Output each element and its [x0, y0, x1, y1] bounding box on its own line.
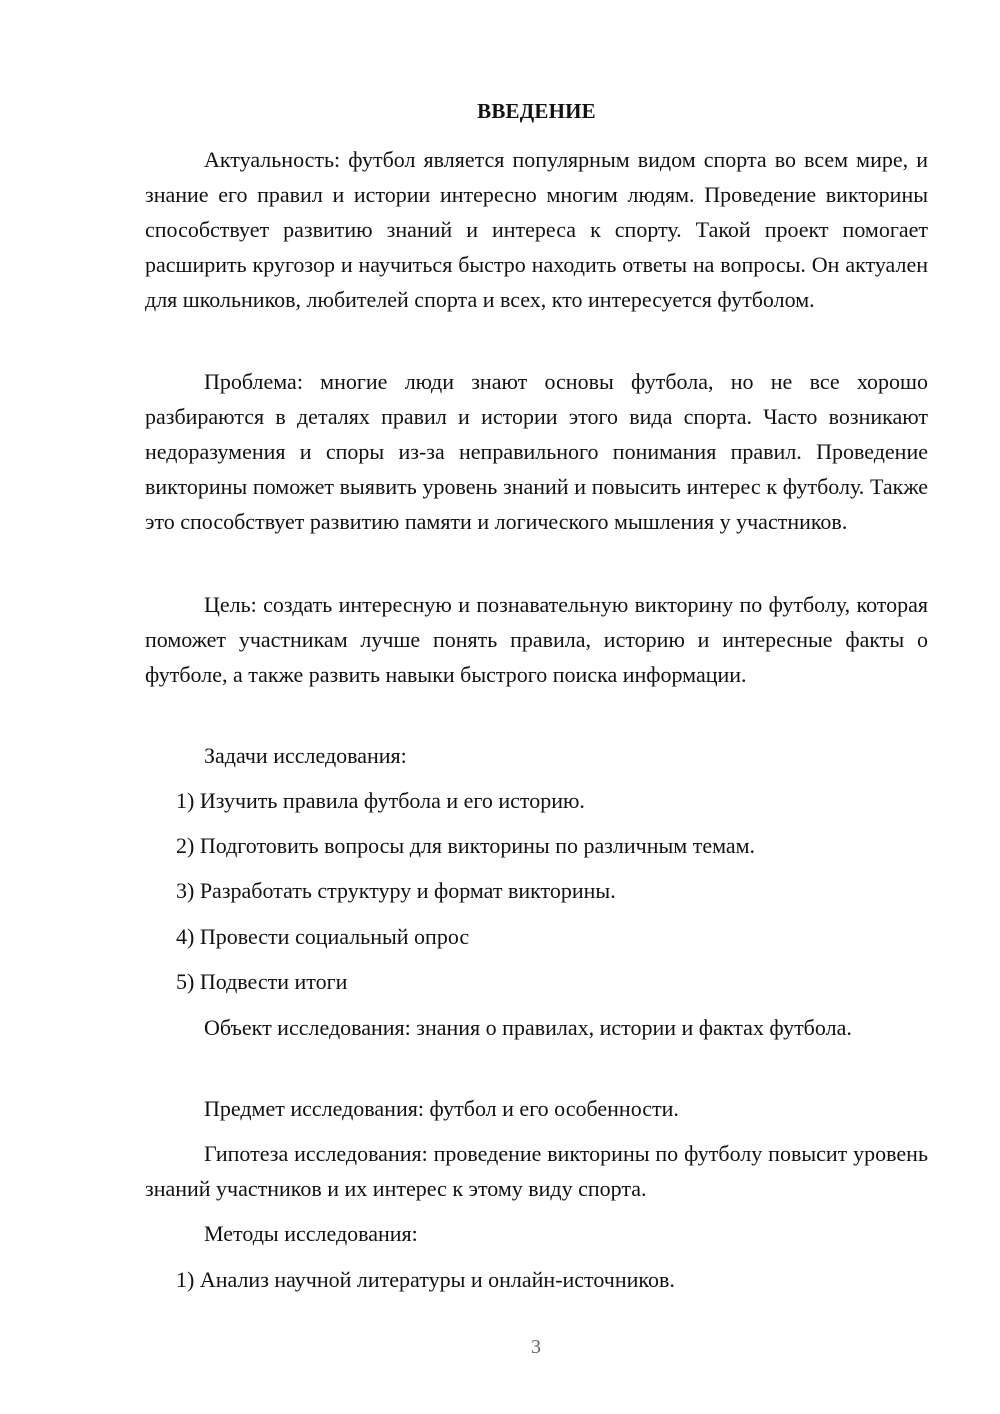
- methods-heading: Методы исследования:: [204, 1221, 418, 1246]
- paragraph-hypothesis: Гипотеза исследования: проведение викторины по футболу повысит уровень знаний участников и их интерес к этому виду спорта.: [145, 1141, 928, 1201]
- method-item: 1) Анализ научной литературы и онлайн-источников.: [176, 1267, 675, 1292]
- paragraph-object: Объект исследования: знания о правилах, истории и фактах футбола.: [204, 1015, 852, 1040]
- task-item: 1) Изучить правила футбола и его историю.: [176, 788, 585, 813]
- paragraph-subject: Предмет исследования: футбол и его особенности.: [204, 1096, 679, 1121]
- task-item: 5) Подвести итоги: [176, 969, 348, 994]
- paragraph-goal: Цель: создать интересную и познавательную викторину по футболу, которая поможет участникам лучше понять правила, историю и интересные факты о футболе, а также развить навыки быстрого поиска информации.: [145, 592, 928, 687]
- paragraph-problem: Проблема: многие люди знают основы футбола, но не все хорошо разбираются в деталях правил и истории этого вида спорта. Часто возникают недоразумения и споры из-за неправильного понимания правил. Проведение викторины поможет выявить уровень знаний и повысить интерес к футболу. Также это способствует развитию памяти и логического мышления у участников.: [145, 369, 928, 534]
- task-item: 3) Разработать структуру и формат викторины.: [176, 878, 616, 903]
- paragraph-relevance: Актуальность: футбол является популярным видом спорта во всем мире, и знание его правил и истории интересно многим людям. Проведение викторины способствует развитию знаний и интереса к спорту. Такой проект помогает расширить кругозор и научиться быстро находить ответы на вопросы. Он актуален для школьников, любителей спорта и всех, кто интересуется футболом.: [145, 147, 928, 312]
- tasks-heading: Задачи исследования:: [204, 743, 407, 768]
- page-number: 3: [531, 1336, 541, 1358]
- task-item: 2) Подготовить вопросы для викторины по различным темам.: [176, 833, 756, 858]
- section-title: ВВЕДЕНИЕ: [477, 99, 596, 123]
- task-item: 4) Провести социальный опрос: [176, 924, 470, 949]
